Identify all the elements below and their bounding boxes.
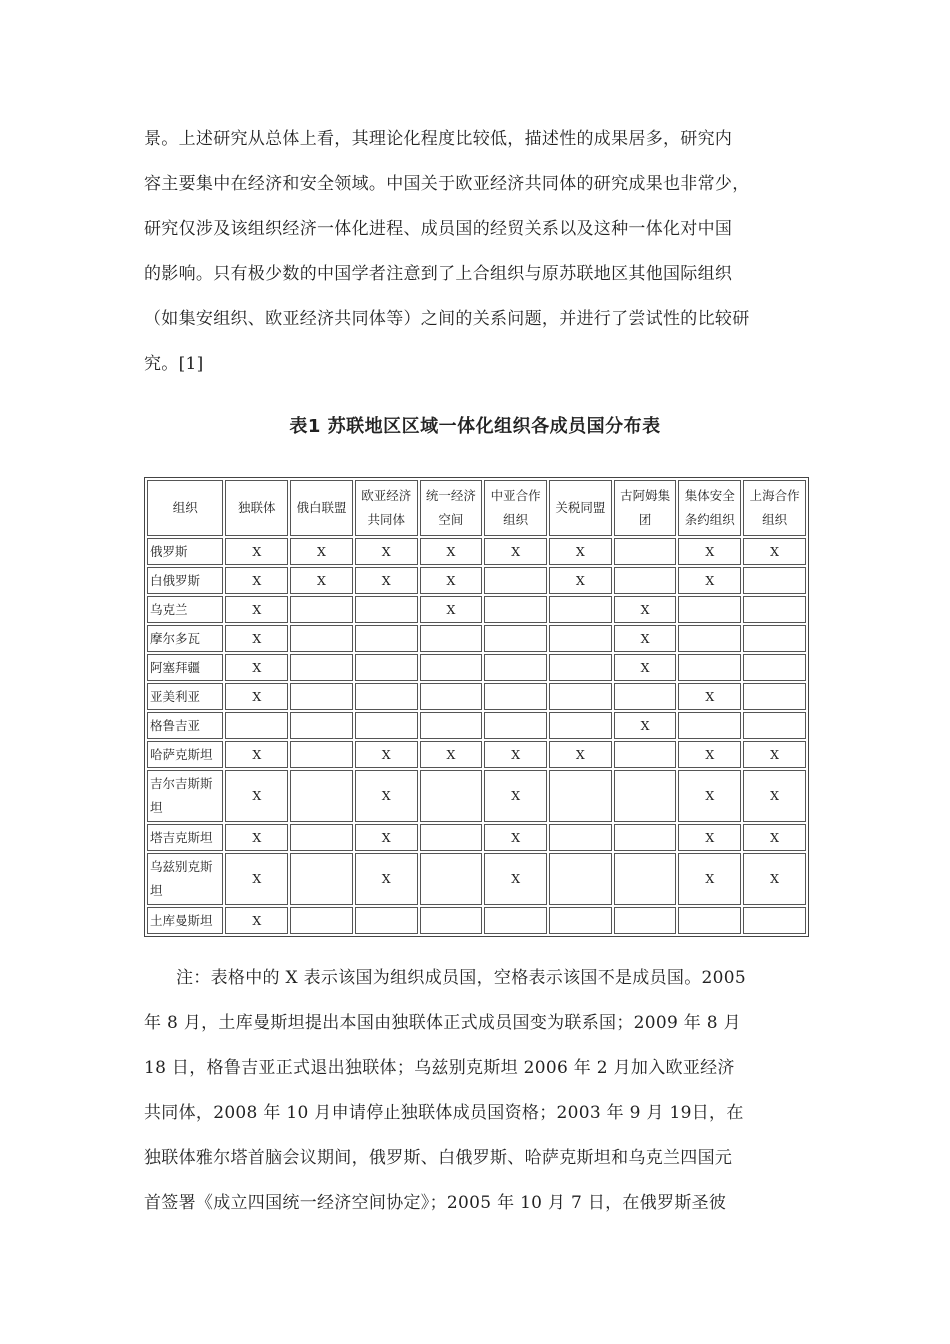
country-cell: 塔吉克斯坦 <box>147 824 223 851</box>
membership-cell <box>290 712 353 739</box>
membership-cell <box>484 567 547 594</box>
membership-cell <box>355 654 418 681</box>
membership-cell <box>549 654 612 681</box>
membership-cell <box>355 712 418 739</box>
country-cell: 亚美利亚 <box>147 683 223 710</box>
membership-cell <box>614 741 677 768</box>
membership-cell <box>355 683 418 710</box>
membership-cell: X <box>678 824 741 851</box>
membership-cell: X <box>743 770 806 822</box>
membership-cell: X <box>290 567 353 594</box>
membership-cell: X <box>743 538 806 565</box>
membership-cell: X <box>678 538 741 565</box>
country-cell: 白俄罗斯 <box>147 567 223 594</box>
membership-table <box>144 477 809 937</box>
table-row <box>147 683 806 710</box>
intro-line: 容主要集中在经济和安全领域。中国关于欧亚经济共同体的研究成果也非常少， <box>144 174 750 194</box>
membership-cell: X <box>678 567 741 594</box>
membership-cell: X <box>743 741 806 768</box>
membership-cell <box>290 907 353 934</box>
membership-cell <box>484 683 547 710</box>
membership-cell <box>614 853 677 905</box>
membership-cell: X <box>484 741 547 768</box>
membership-cell: X <box>355 741 418 768</box>
membership-cell <box>420 654 483 681</box>
table-row <box>147 741 806 768</box>
membership-cell: X <box>549 567 612 594</box>
membership-cell: X <box>420 596 483 623</box>
country-cell: 阿塞拜疆 <box>147 654 223 681</box>
intro-line: 究。[1] <box>144 354 204 374</box>
membership-cell: X <box>225 683 288 710</box>
membership-cell <box>290 853 353 905</box>
membership-cell: X <box>355 538 418 565</box>
country-cell: 格鲁吉亚 <box>147 712 223 739</box>
membership-cell <box>290 596 353 623</box>
membership-cell <box>678 907 741 934</box>
membership-cell <box>420 824 483 851</box>
membership-cell <box>549 853 612 905</box>
membership-cell: X <box>225 853 288 905</box>
membership-cell: X <box>743 824 806 851</box>
membership-cell: X <box>420 567 483 594</box>
membership-cell <box>549 596 612 623</box>
country-cell: 哈萨克斯坦 <box>147 741 223 768</box>
table-row <box>147 567 806 594</box>
intro-line: 景。上述研究从总体上看，其理论化程度比较低，描述性的成果居多，研究内 <box>144 129 733 149</box>
header-caco: 中亚合作组织 <box>484 480 547 536</box>
membership-cell: X <box>678 741 741 768</box>
membership-cell <box>743 907 806 934</box>
table-header-row <box>147 480 806 536</box>
header-sco: 上海合作组织 <box>743 480 806 536</box>
note-line: 注：表格中的 X 表示该国为组织成员国，空格表示该国不是成员国。2005 <box>176 968 746 988</box>
membership-cell <box>484 596 547 623</box>
membership-cell <box>290 625 353 652</box>
membership-cell: X <box>355 567 418 594</box>
membership-cell: X <box>225 596 288 623</box>
membership-cell <box>614 538 677 565</box>
membership-cell: X <box>355 770 418 822</box>
note-line: 年 8 月，土库曼斯坦提出本国由独联体正式成员国变为联系国；2009 年 8 月 <box>144 1013 741 1033</box>
membership-cell: X <box>743 853 806 905</box>
membership-cell: X <box>420 538 483 565</box>
membership-cell <box>614 824 677 851</box>
membership-cell: X <box>614 712 677 739</box>
membership-cell: X <box>678 853 741 905</box>
intro-line: （如集安组织、欧亚经济共同体等）之间的关系问题，并进行了尝试性的比较研 <box>144 309 750 329</box>
country-cell: 摩尔多瓦 <box>147 625 223 652</box>
membership-cell <box>678 596 741 623</box>
membership-cell <box>549 683 612 710</box>
note-line: 18 日，格鲁吉亚正式退出独联体；乌兹别克斯坦 2006 年 2 月加入欧亚经济 <box>144 1058 735 1078</box>
table-row <box>147 538 806 565</box>
membership-cell: X <box>225 538 288 565</box>
membership-cell <box>484 712 547 739</box>
membership-cell <box>743 567 806 594</box>
membership-cell <box>420 683 483 710</box>
membership-cell: X <box>225 907 288 934</box>
membership-cell <box>484 907 547 934</box>
membership-cell <box>549 625 612 652</box>
table-row <box>147 853 806 905</box>
membership-cell <box>420 853 483 905</box>
membership-cell <box>549 770 612 822</box>
header-eurasec: 欧亚经济共同体 <box>355 480 418 536</box>
membership-cell <box>678 654 741 681</box>
table-row <box>147 712 806 739</box>
membership-cell: X <box>225 741 288 768</box>
membership-cell: X <box>290 538 353 565</box>
table-body <box>147 538 806 934</box>
membership-cell: X <box>225 567 288 594</box>
membership-cell: X <box>678 683 741 710</box>
membership-cell: X <box>549 741 612 768</box>
membership-cell <box>484 654 547 681</box>
membership-cell: X <box>484 538 547 565</box>
intro-line: 研究仅涉及该组织经济一体化进程、成员国的经贸关系以及这种一体化对中国 <box>144 219 733 239</box>
country-cell: 乌兹别克斯坦 <box>147 853 223 905</box>
membership-cell: X <box>484 824 547 851</box>
membership-cell <box>290 770 353 822</box>
country-cell: 俄罗斯 <box>147 538 223 565</box>
membership-cell: X <box>678 770 741 822</box>
header-cis: 独联体 <box>225 480 288 536</box>
membership-cell <box>743 625 806 652</box>
membership-cell <box>743 596 806 623</box>
membership-cell <box>420 770 483 822</box>
table-row <box>147 625 806 652</box>
membership-cell <box>614 770 677 822</box>
membership-cell <box>290 741 353 768</box>
membership-cell: X <box>225 770 288 822</box>
membership-cell <box>290 824 353 851</box>
membership-cell: X <box>614 625 677 652</box>
membership-cell <box>549 907 612 934</box>
country-cell: 乌克兰 <box>147 596 223 623</box>
membership-cell <box>355 907 418 934</box>
membership-cell <box>290 654 353 681</box>
country-cell: 吉尔吉斯斯坦 <box>147 770 223 822</box>
membership-cell: X <box>355 853 418 905</box>
membership-cell: X <box>614 596 677 623</box>
membership-cell: X <box>225 625 288 652</box>
membership-cell <box>743 712 806 739</box>
table-row <box>147 596 806 623</box>
membership-cell: X <box>225 654 288 681</box>
membership-cell <box>549 712 612 739</box>
table-row <box>147 907 806 934</box>
membership-cell: X <box>484 853 547 905</box>
header-guam: 古阿姆集团 <box>614 480 677 536</box>
table-row <box>147 770 806 822</box>
membership-cell <box>420 712 483 739</box>
membership-cell <box>420 625 483 652</box>
membership-cell: X <box>549 538 612 565</box>
membership-cell: X <box>355 824 418 851</box>
membership-cell <box>355 625 418 652</box>
membership-cell: X <box>225 824 288 851</box>
membership-cell <box>225 712 288 739</box>
membership-cell <box>743 654 806 681</box>
table-caption: 表1 苏联地区区域一体化组织各成员国分布表 <box>289 416 661 437</box>
membership-cell <box>678 712 741 739</box>
header-organization: 组织 <box>147 480 223 536</box>
membership-cell <box>614 683 677 710</box>
membership-cell <box>290 683 353 710</box>
table-row <box>147 654 806 681</box>
note-line: 共同体，2008 年 10 月申请停止独联体成员国资格；2003 年 9 月 19日，在 <box>144 1103 744 1123</box>
membership-cell <box>743 683 806 710</box>
membership-cell <box>484 625 547 652</box>
country-cell: 土库曼斯坦 <box>147 907 223 934</box>
membership-cell <box>614 907 677 934</box>
intro-line: 的影响。只有极少数的中国学者注意到了上合组织与原苏联地区其他国际组织 <box>144 264 733 284</box>
membership-cell: X <box>420 741 483 768</box>
membership-cell <box>549 824 612 851</box>
membership-cell <box>614 567 677 594</box>
header-common-economic-space: 统一经济空间 <box>420 480 483 536</box>
header-union-state: 俄白联盟 <box>290 480 353 536</box>
membership-cell <box>420 907 483 934</box>
header-customs-union: 关税同盟 <box>549 480 612 536</box>
header-csto: 集体安全条约组织 <box>678 480 741 536</box>
membership-cell <box>355 596 418 623</box>
note-line: 独联体雅尔塔首脑会议期间，俄罗斯、白俄罗斯、哈萨克斯坦和乌克兰四国元 <box>144 1148 733 1168</box>
membership-cell <box>678 625 741 652</box>
note-line: 首签署《成立四国统一经济空间协定》；2005 年 10 月 7 日，在俄罗斯圣彼 <box>144 1193 727 1213</box>
membership-cell: X <box>484 770 547 822</box>
membership-cell: X <box>614 654 677 681</box>
table-row <box>147 824 806 851</box>
